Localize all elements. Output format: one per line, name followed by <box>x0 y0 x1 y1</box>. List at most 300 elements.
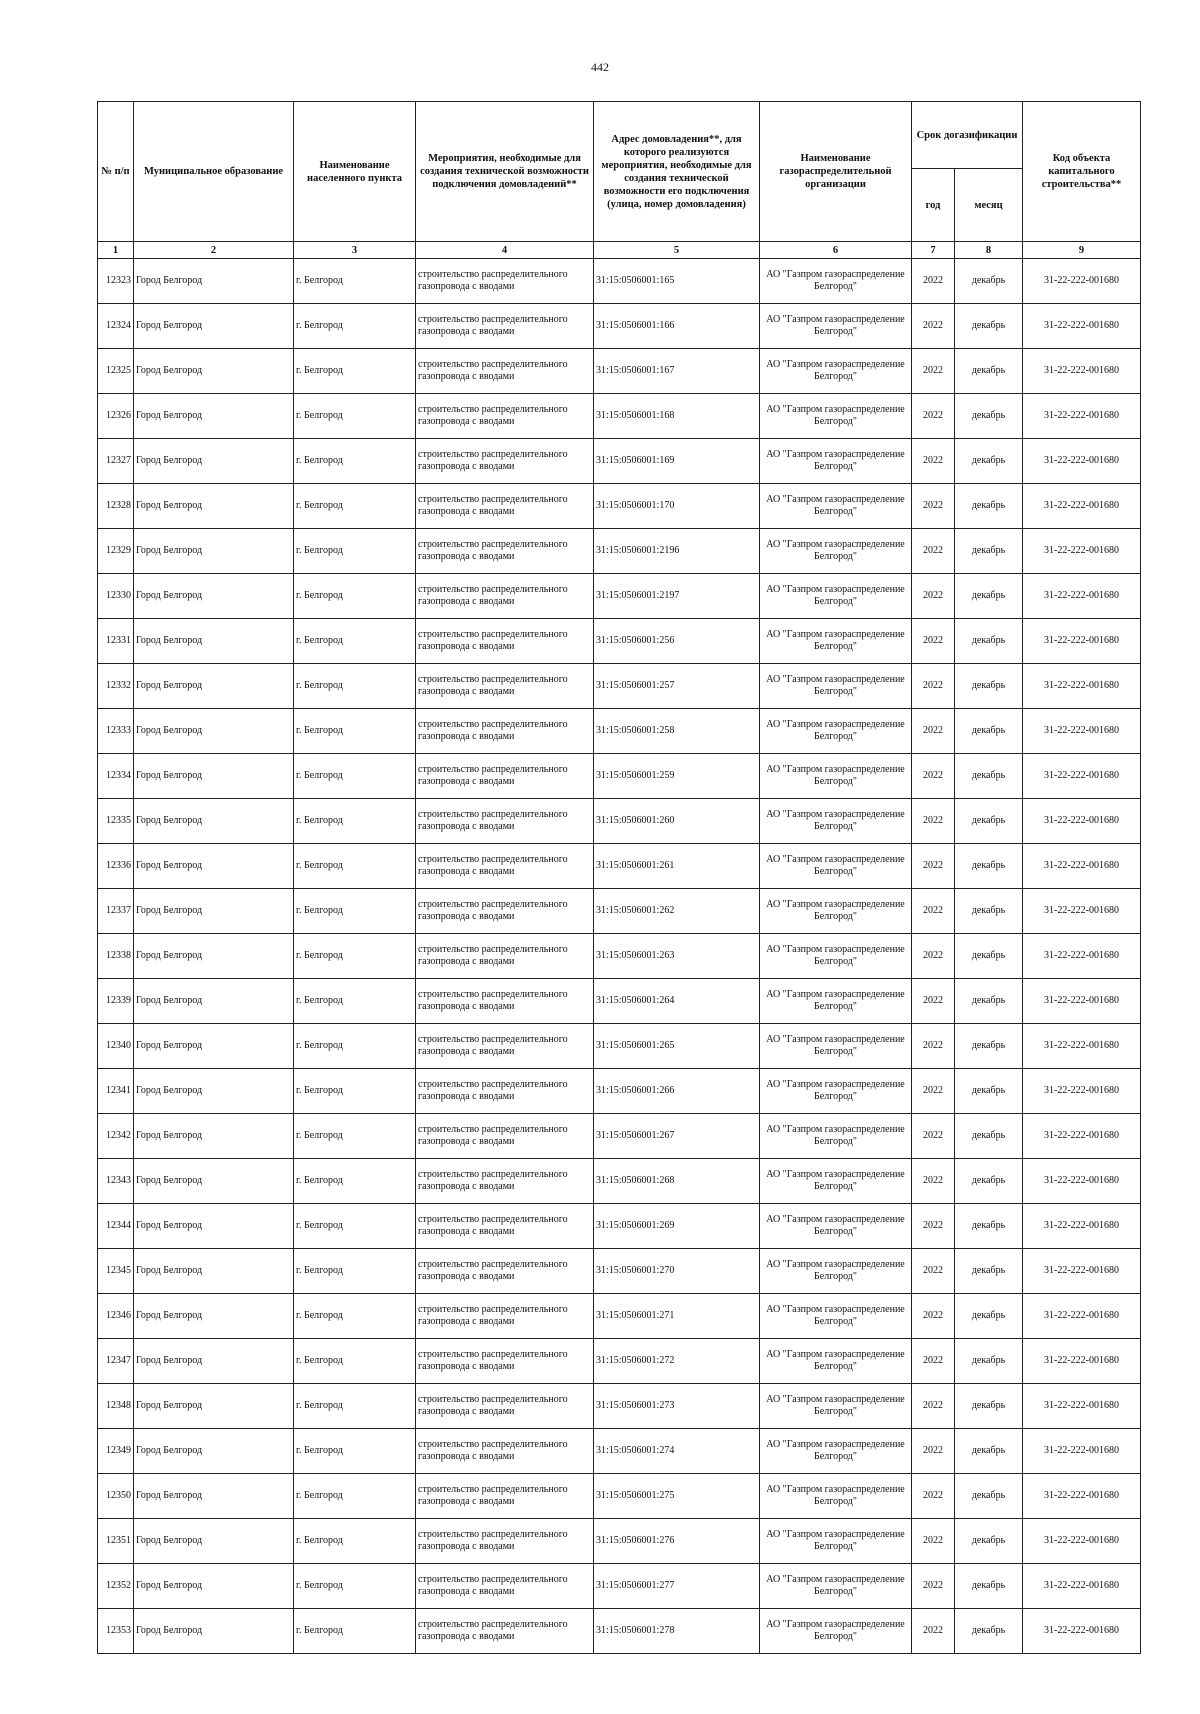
row-number: 12327 <box>98 439 134 484</box>
header-organization: Наименование газораспределительной организации <box>760 102 912 242</box>
row-code: 31-22-222-001680 <box>1023 1609 1141 1654</box>
row-month: декабрь <box>955 1339 1023 1384</box>
row-address: 31:15:0506001:273 <box>594 1384 760 1429</box>
row-organization: АО "Газпром газораспределение Белгород" <box>760 1384 912 1429</box>
row-address: 31:15:0506001:262 <box>594 889 760 934</box>
row-code: 31-22-222-001680 <box>1023 619 1141 664</box>
row-municipality: Город Белгород <box>134 349 294 394</box>
table-row <box>98 259 1141 304</box>
row-code: 31-22-222-001680 <box>1023 1069 1141 1114</box>
row-month: декабрь <box>955 259 1023 304</box>
table-row <box>98 1024 1141 1069</box>
table-row <box>98 529 1141 574</box>
row-year: 2022 <box>912 1249 955 1294</box>
row-month: декабрь <box>955 529 1023 574</box>
row-municipality: Город Белгород <box>134 664 294 709</box>
row-municipality: Город Белгород <box>134 709 294 754</box>
row-measure: строительство распределительного газопровода с вводами <box>416 484 594 529</box>
table-row <box>98 844 1141 889</box>
row-month: декабрь <box>955 1384 1023 1429</box>
row-address: 31:15:0506001:269 <box>594 1204 760 1249</box>
table-row <box>98 304 1141 349</box>
row-measure: строительство распределительного газопровода с вводами <box>416 1474 594 1519</box>
row-locality: г. Белгород <box>294 1114 416 1159</box>
row-locality: г. Белгород <box>294 1069 416 1114</box>
row-number: 12341 <box>98 1069 134 1114</box>
table-row <box>98 349 1141 394</box>
row-number: 12348 <box>98 1384 134 1429</box>
column-number: 5 <box>594 242 760 259</box>
row-locality: г. Белгород <box>294 709 416 754</box>
row-code: 31-22-222-001680 <box>1023 439 1141 484</box>
row-month: декабрь <box>955 1294 1023 1339</box>
row-year: 2022 <box>912 529 955 574</box>
row-address: 31:15:0506001:277 <box>594 1564 760 1609</box>
row-locality: г. Белгород <box>294 1204 416 1249</box>
row-address: 31:15:0506001:166 <box>594 304 760 349</box>
row-address: 31:15:0506001:271 <box>594 1294 760 1339</box>
row-month: декабрь <box>955 1474 1023 1519</box>
table-body <box>98 259 1141 1654</box>
row-year: 2022 <box>912 304 955 349</box>
row-measure: строительство распределительного газопровода с вводами <box>416 1159 594 1204</box>
row-code: 31-22-222-001680 <box>1023 1519 1141 1564</box>
row-municipality: Город Белгород <box>134 619 294 664</box>
row-number: 12342 <box>98 1114 134 1159</box>
row-municipality: Город Белгород <box>134 259 294 304</box>
table-row <box>98 1564 1141 1609</box>
row-organization: АО "Газпром газораспределение Белгород" <box>760 979 912 1024</box>
row-number: 12324 <box>98 304 134 349</box>
row-municipality: Город Белгород <box>134 1339 294 1384</box>
row-month: декабрь <box>955 979 1023 1024</box>
row-measure: строительство распределительного газопровода с вводами <box>416 619 594 664</box>
row-year: 2022 <box>912 1024 955 1069</box>
column-number: 1 <box>98 242 134 259</box>
table-row <box>98 979 1141 1024</box>
row-measure: строительство распределительного газопровода с вводами <box>416 934 594 979</box>
row-number: 12351 <box>98 1519 134 1564</box>
table-row <box>98 889 1141 934</box>
row-municipality: Город Белгород <box>134 1564 294 1609</box>
row-address: 31:15:0506001:170 <box>594 484 760 529</box>
row-measure: строительство распределительного газопровода с вводами <box>416 1024 594 1069</box>
row-number: 12338 <box>98 934 134 979</box>
row-organization: АО "Газпром газораспределение Белгород" <box>760 439 912 484</box>
row-organization: АО "Газпром газораспределение Белгород" <box>760 1069 912 1114</box>
row-address: 31:15:0506001:268 <box>594 1159 760 1204</box>
row-code: 31-22-222-001680 <box>1023 1204 1141 1249</box>
row-year: 2022 <box>912 1519 955 1564</box>
row-measure: строительство распределительного газопровода с вводами <box>416 529 594 574</box>
column-number-row <box>98 242 1141 259</box>
row-measure: строительство распределительного газопровода с вводами <box>416 754 594 799</box>
row-year: 2022 <box>912 1159 955 1204</box>
row-code: 31-22-222-001680 <box>1023 799 1141 844</box>
table-row <box>98 709 1141 754</box>
row-locality: г. Белгород <box>294 349 416 394</box>
row-code: 31-22-222-001680 <box>1023 574 1141 619</box>
row-code: 31-22-222-001680 <box>1023 1249 1141 1294</box>
row-month: декабрь <box>955 844 1023 889</box>
row-measure: строительство распределительного газопровода с вводами <box>416 439 594 484</box>
table-row <box>98 484 1141 529</box>
row-month: декабрь <box>955 1429 1023 1474</box>
row-organization: АО "Газпром газораспределение Белгород" <box>760 1114 912 1159</box>
row-month: декабрь <box>955 1024 1023 1069</box>
row-code: 31-22-222-001680 <box>1023 1429 1141 1474</box>
row-code: 31-22-222-001680 <box>1023 1114 1141 1159</box>
row-number: 12329 <box>98 529 134 574</box>
row-month: декабрь <box>955 799 1023 844</box>
row-month: декабрь <box>955 484 1023 529</box>
row-year: 2022 <box>912 754 955 799</box>
row-locality: г. Белгород <box>294 1474 416 1519</box>
table-row <box>98 1204 1141 1249</box>
header-year: год <box>912 169 955 242</box>
row-organization: АО "Газпром газораспределение Белгород" <box>760 259 912 304</box>
row-locality: г. Белгород <box>294 394 416 439</box>
row-address: 31:15:0506001:2197 <box>594 574 760 619</box>
row-measure: строительство распределительного газопровода с вводами <box>416 1069 594 1114</box>
column-number: 4 <box>416 242 594 259</box>
row-measure: строительство распределительного газопровода с вводами <box>416 1609 594 1654</box>
row-municipality: Город Белгород <box>134 799 294 844</box>
row-code: 31-22-222-001680 <box>1023 709 1141 754</box>
table-row <box>98 1429 1141 1474</box>
row-number: 12332 <box>98 664 134 709</box>
row-month: декабрь <box>955 709 1023 754</box>
row-measure: строительство распределительного газопровода с вводами <box>416 799 594 844</box>
row-month: декабрь <box>955 934 1023 979</box>
table-row <box>98 1474 1141 1519</box>
row-number: 12350 <box>98 1474 134 1519</box>
row-year: 2022 <box>912 1294 955 1339</box>
row-organization: АО "Газпром газораспределение Белгород" <box>760 394 912 439</box>
row-measure: строительство распределительного газопровода с вводами <box>416 1429 594 1474</box>
row-municipality: Город Белгород <box>134 1204 294 1249</box>
row-code: 31-22-222-001680 <box>1023 394 1141 439</box>
row-address: 31:15:0506001:165 <box>594 259 760 304</box>
row-number: 12335 <box>98 799 134 844</box>
row-measure: строительство распределительного газопровода с вводами <box>416 1384 594 1429</box>
row-measure: строительство распределительного газопровода с вводами <box>416 1204 594 1249</box>
row-locality: г. Белгород <box>294 664 416 709</box>
row-year: 2022 <box>912 709 955 754</box>
table-row <box>98 574 1141 619</box>
row-month: декабрь <box>955 1159 1023 1204</box>
row-organization: АО "Газпром газораспределение Белгород" <box>760 304 912 349</box>
header-municipality: Муниципальное образование <box>134 102 294 242</box>
row-measure: строительство распределительного газопровода с вводами <box>416 394 594 439</box>
table-row <box>98 619 1141 664</box>
row-organization: АО "Газпром газораспределение Белгород" <box>760 844 912 889</box>
row-code: 31-22-222-001680 <box>1023 1384 1141 1429</box>
row-municipality: Город Белгород <box>134 979 294 1024</box>
header-locality: Наименование населенного пункта <box>294 102 416 242</box>
row-municipality: Город Белгород <box>134 1114 294 1159</box>
row-number: 12344 <box>98 1204 134 1249</box>
row-number: 12347 <box>98 1339 134 1384</box>
row-measure: строительство распределительного газопровода с вводами <box>416 1564 594 1609</box>
table-row <box>98 799 1141 844</box>
row-code: 31-22-222-001680 <box>1023 484 1141 529</box>
row-locality: г. Белгород <box>294 1294 416 1339</box>
row-address: 31:15:0506001:263 <box>594 934 760 979</box>
row-year: 2022 <box>912 664 955 709</box>
row-code: 31-22-222-001680 <box>1023 1024 1141 1069</box>
row-year: 2022 <box>912 484 955 529</box>
row-year: 2022 <box>912 439 955 484</box>
row-year: 2022 <box>912 574 955 619</box>
row-measure: строительство распределительного газопровода с вводами <box>416 1294 594 1339</box>
row-municipality: Город Белгород <box>134 1519 294 1564</box>
row-month: декабрь <box>955 619 1023 664</box>
row-number: 12340 <box>98 1024 134 1069</box>
row-number: 12326 <box>98 394 134 439</box>
row-address: 31:15:0506001:275 <box>594 1474 760 1519</box>
row-organization: АО "Газпром газораспределение Белгород" <box>760 1429 912 1474</box>
page-number: 442 <box>591 60 609 74</box>
row-address: 31:15:0506001:266 <box>594 1069 760 1114</box>
row-organization: АО "Газпром газораспределение Белгород" <box>760 754 912 799</box>
row-year: 2022 <box>912 1564 955 1609</box>
row-year: 2022 <box>912 1204 955 1249</box>
row-address: 31:15:0506001:256 <box>594 619 760 664</box>
row-municipality: Город Белгород <box>134 889 294 934</box>
row-measure: строительство распределительного газопровода с вводами <box>416 1339 594 1384</box>
row-number: 12330 <box>98 574 134 619</box>
row-year: 2022 <box>912 259 955 304</box>
row-organization: АО "Газпром газораспределение Белгород" <box>760 349 912 394</box>
header-measures: Мероприятия, необходимые для создания технической возможности подключения домовладений** <box>416 102 594 242</box>
row-year: 2022 <box>912 1474 955 1519</box>
row-address: 31:15:0506001:260 <box>594 799 760 844</box>
row-locality: г. Белгород <box>294 259 416 304</box>
row-municipality: Город Белгород <box>134 1069 294 1114</box>
row-locality: г. Белгород <box>294 304 416 349</box>
row-municipality: Город Белгород <box>134 1609 294 1654</box>
row-organization: АО "Газпром газораспределение Белгород" <box>760 889 912 934</box>
row-municipality: Город Белгород <box>134 754 294 799</box>
row-organization: АО "Газпром газораспределение Белгород" <box>760 1159 912 1204</box>
row-locality: г. Белгород <box>294 1024 416 1069</box>
row-locality: г. Белгород <box>294 484 416 529</box>
row-address: 31:15:0506001:259 <box>594 754 760 799</box>
table-row <box>98 1249 1141 1294</box>
header-num: № п/п <box>98 102 134 242</box>
row-locality: г. Белгород <box>294 1249 416 1294</box>
row-code: 31-22-222-001680 <box>1023 304 1141 349</box>
row-year: 2022 <box>912 1384 955 1429</box>
table-row <box>98 1339 1141 1384</box>
column-number: 7 <box>912 242 955 259</box>
row-measure: строительство распределительного газопровода с вводами <box>416 664 594 709</box>
row-organization: АО "Газпром газораспределение Белгород" <box>760 1609 912 1654</box>
row-number: 12339 <box>98 979 134 1024</box>
gasification-table <box>97 101 1141 1654</box>
row-locality: г. Белгород <box>294 1384 416 1429</box>
row-locality: г. Белгород <box>294 754 416 799</box>
header-address: Адрес домовладения**, для которого реализуются мероприятия, необходимые для создания технической возможности его подключения (улица, номер домовладения) <box>594 102 760 242</box>
row-month: декабрь <box>955 574 1023 619</box>
row-code: 31-22-222-001680 <box>1023 1294 1141 1339</box>
column-number: 8 <box>955 242 1023 259</box>
row-municipality: Город Белгород <box>134 1474 294 1519</box>
table-row <box>98 1069 1141 1114</box>
row-municipality: Город Белгород <box>134 934 294 979</box>
row-month: декабрь <box>955 349 1023 394</box>
row-year: 2022 <box>912 979 955 1024</box>
table-row <box>98 754 1141 799</box>
row-measure: строительство распределительного газопровода с вводами <box>416 574 594 619</box>
row-locality: г. Белгород <box>294 439 416 484</box>
row-locality: г. Белгород <box>294 1564 416 1609</box>
row-measure: строительство распределительного газопровода с вводами <box>416 709 594 754</box>
row-month: декабрь <box>955 394 1023 439</box>
row-number: 12345 <box>98 1249 134 1294</box>
row-organization: АО "Газпром газораспределение Белгород" <box>760 619 912 664</box>
row-locality: г. Белгород <box>294 979 416 1024</box>
row-code: 31-22-222-001680 <box>1023 529 1141 574</box>
row-code: 31-22-222-001680 <box>1023 1339 1141 1384</box>
row-organization: АО "Газпром газораспределение Белгород" <box>760 664 912 709</box>
row-code: 31-22-222-001680 <box>1023 1564 1141 1609</box>
row-municipality: Город Белгород <box>134 439 294 484</box>
row-organization: АО "Газпром газораспределение Белгород" <box>760 1339 912 1384</box>
row-address: 31:15:0506001:261 <box>594 844 760 889</box>
row-locality: г. Белгород <box>294 1339 416 1384</box>
row-organization: АО "Газпром газораспределение Белгород" <box>760 574 912 619</box>
row-locality: г. Белгород <box>294 529 416 574</box>
row-year: 2022 <box>912 799 955 844</box>
row-code: 31-22-222-001680 <box>1023 349 1141 394</box>
row-organization: АО "Газпром газораспределение Белгород" <box>760 1564 912 1609</box>
row-number: 12346 <box>98 1294 134 1339</box>
row-month: декабрь <box>955 754 1023 799</box>
row-locality: г. Белгород <box>294 574 416 619</box>
row-locality: г. Белгород <box>294 934 416 979</box>
row-measure: строительство распределительного газопровода с вводами <box>416 979 594 1024</box>
row-locality: г. Белгород <box>294 1609 416 1654</box>
row-year: 2022 <box>912 394 955 439</box>
row-locality: г. Белгород <box>294 619 416 664</box>
table-row <box>98 1114 1141 1159</box>
row-address: 31:15:0506001:276 <box>594 1519 760 1564</box>
table-row <box>98 439 1141 484</box>
row-month: декабрь <box>955 1564 1023 1609</box>
row-number: 12331 <box>98 619 134 664</box>
table-row <box>98 934 1141 979</box>
row-organization: АО "Газпром газораспределение Белгород" <box>760 1519 912 1564</box>
column-number: 3 <box>294 242 416 259</box>
row-locality: г. Белгород <box>294 1519 416 1564</box>
row-code: 31-22-222-001680 <box>1023 934 1141 979</box>
row-code: 31-22-222-001680 <box>1023 259 1141 304</box>
row-organization: АО "Газпром газораспределение Белгород" <box>760 1024 912 1069</box>
row-number: 12328 <box>98 484 134 529</box>
row-municipality: Город Белгород <box>134 304 294 349</box>
row-municipality: Город Белгород <box>134 1249 294 1294</box>
row-organization: АО "Газпром газораспределение Белгород" <box>760 1294 912 1339</box>
row-municipality: Город Белгород <box>134 529 294 574</box>
row-municipality: Город Белгород <box>134 1159 294 1204</box>
column-number: 9 <box>1023 242 1141 259</box>
row-year: 2022 <box>912 1609 955 1654</box>
row-year: 2022 <box>912 349 955 394</box>
row-number: 12352 <box>98 1564 134 1609</box>
row-number: 12353 <box>98 1609 134 1654</box>
row-year: 2022 <box>912 934 955 979</box>
row-number: 12333 <box>98 709 134 754</box>
row-address: 31:15:0506001:272 <box>594 1339 760 1384</box>
row-measure: строительство распределительного газопровода с вводами <box>416 259 594 304</box>
row-number: 12336 <box>98 844 134 889</box>
row-month: декабрь <box>955 439 1023 484</box>
row-municipality: Город Белгород <box>134 574 294 619</box>
row-code: 31-22-222-001680 <box>1023 754 1141 799</box>
row-organization: АО "Газпром газораспределение Белгород" <box>760 484 912 529</box>
row-number: 12323 <box>98 259 134 304</box>
row-municipality: Город Белгород <box>134 844 294 889</box>
row-measure: строительство распределительного газопровода с вводами <box>416 1249 594 1294</box>
row-address: 31:15:0506001:169 <box>594 439 760 484</box>
table-row <box>98 1384 1141 1429</box>
row-month: декабрь <box>955 1204 1023 1249</box>
row-month: декабрь <box>955 889 1023 934</box>
row-organization: АО "Газпром газораспределение Белгород" <box>760 529 912 574</box>
row-municipality: Город Белгород <box>134 484 294 529</box>
row-municipality: Город Белгород <box>134 394 294 439</box>
table-row <box>98 394 1141 439</box>
row-organization: АО "Газпром газораспределение Белгород" <box>760 934 912 979</box>
row-number: 12343 <box>98 1159 134 1204</box>
row-measure: строительство распределительного газопровода с вводами <box>416 889 594 934</box>
row-address: 31:15:0506001:257 <box>594 664 760 709</box>
row-month: декабрь <box>955 1069 1023 1114</box>
table-row <box>98 1159 1141 1204</box>
row-month: декабрь <box>955 304 1023 349</box>
table-row <box>98 664 1141 709</box>
header-month: месяц <box>955 169 1023 242</box>
column-number: 6 <box>760 242 912 259</box>
row-address: 31:15:0506001:274 <box>594 1429 760 1474</box>
row-measure: строительство распределительного газопровода с вводами <box>416 1519 594 1564</box>
row-organization: АО "Газпром газораспределение Белгород" <box>760 799 912 844</box>
row-number: 12349 <box>98 1429 134 1474</box>
row-code: 31-22-222-001680 <box>1023 1474 1141 1519</box>
row-year: 2022 <box>912 619 955 664</box>
row-year: 2022 <box>912 1069 955 1114</box>
header-code: Код объекта капитального строительства** <box>1023 102 1141 242</box>
row-organization: АО "Газпром газораспределение Белгород" <box>760 709 912 754</box>
row-code: 31-22-222-001680 <box>1023 664 1141 709</box>
row-address: 31:15:0506001:167 <box>594 349 760 394</box>
row-address: 31:15:0506001:258 <box>594 709 760 754</box>
row-month: декабрь <box>955 1519 1023 1564</box>
row-measure: строительство распределительного газопровода с вводами <box>416 1114 594 1159</box>
row-address: 31:15:0506001:267 <box>594 1114 760 1159</box>
row-year: 2022 <box>912 1339 955 1384</box>
row-locality: г. Белгород <box>294 799 416 844</box>
row-code: 31-22-222-001680 <box>1023 979 1141 1024</box>
header-deadline: Срок догазификации <box>912 102 1023 169</box>
row-municipality: Город Белгород <box>134 1384 294 1429</box>
row-measure: строительство распределительного газопровода с вводами <box>416 844 594 889</box>
row-code: 31-22-222-001680 <box>1023 1159 1141 1204</box>
row-month: декабрь <box>955 1249 1023 1294</box>
row-address: 31:15:0506001:264 <box>594 979 760 1024</box>
